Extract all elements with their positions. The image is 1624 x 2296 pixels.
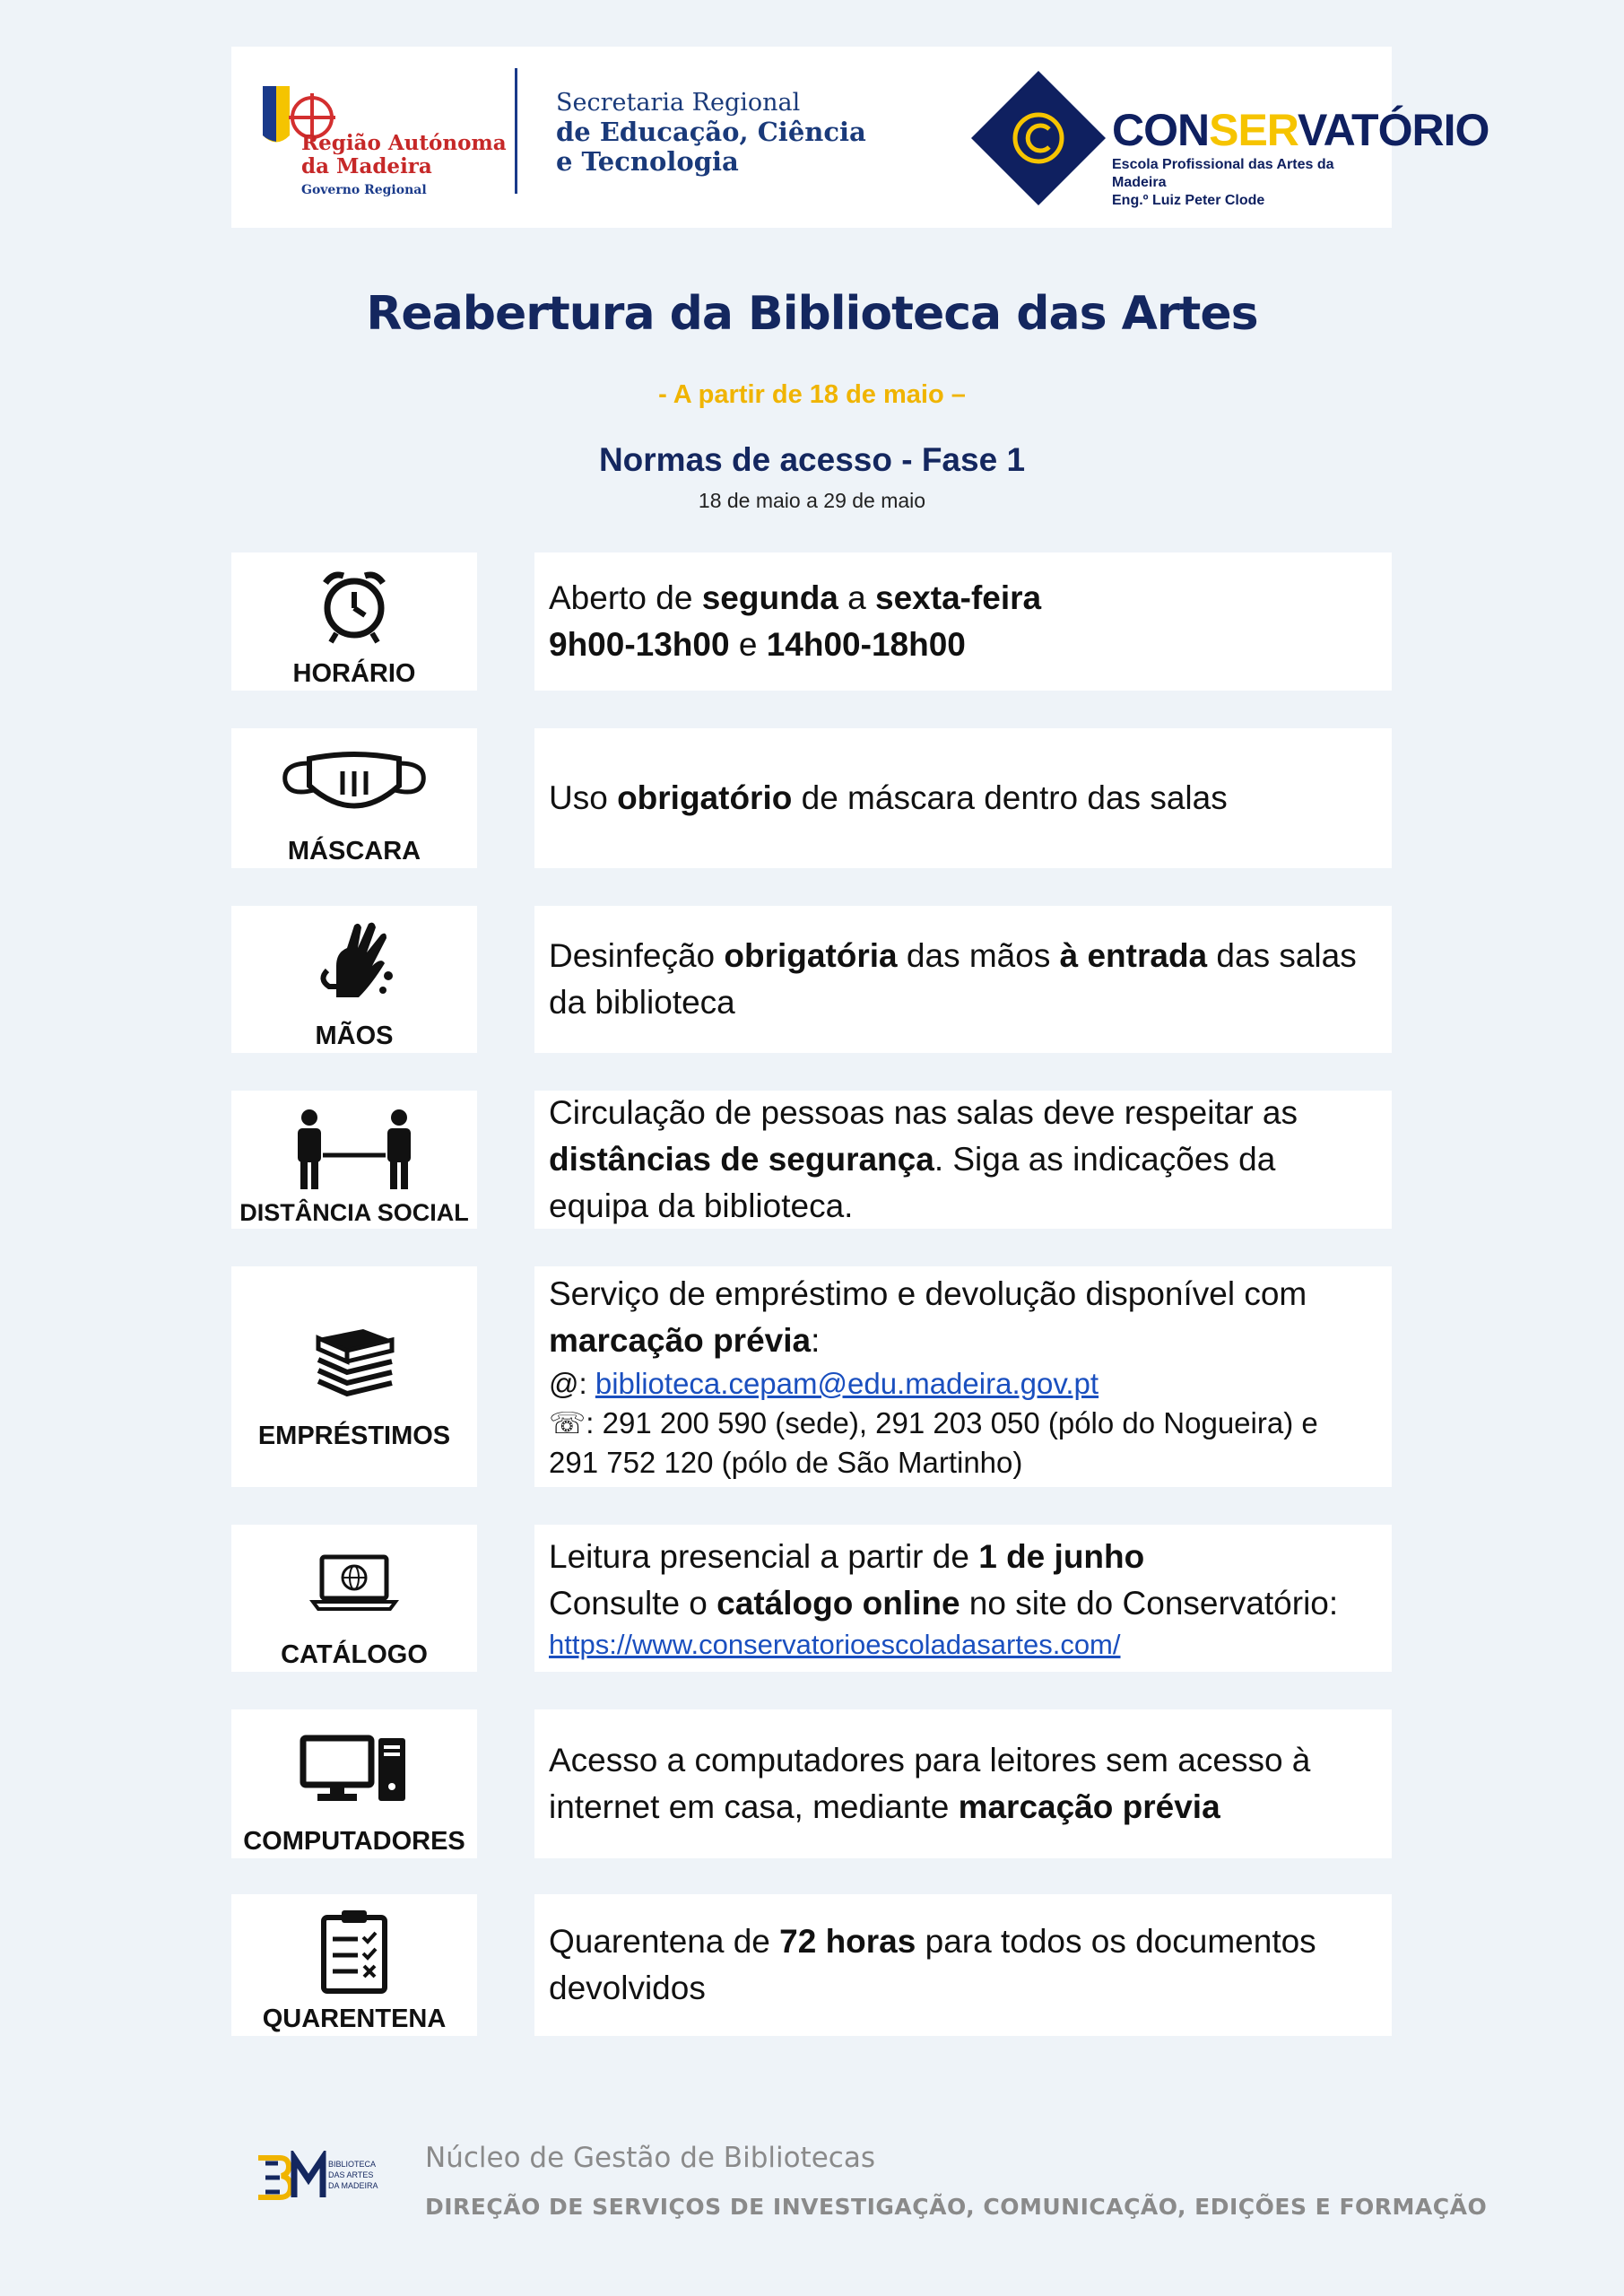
clipboard-checklist-icon [318, 1909, 390, 1995]
rule-text: Leitura presencial a partir de 1 de junho Consulte o catálogo online no site do Conservatório: https://www.conservatorioescoladasartes.com/ [534, 1525, 1392, 1672]
rule-text: Quarentena de 72 horas para todos os documentos devolvidos [534, 1894, 1392, 2036]
icon-label: HORÁRIO [292, 659, 416, 688]
rule-row-horario [231, 552, 1392, 691]
header-banner [231, 47, 1489, 228]
rule-text: Desinfeção obrigatória das mãos à entrada das salas da biblioteca [534, 906, 1392, 1053]
regiao-autonoma-text: Região Autónoma da Madeira Governo Regional [301, 131, 507, 197]
hand-wash-icon [309, 917, 399, 1006]
icon-card [231, 728, 477, 868]
rule-row-computadores [231, 1709, 1392, 1858]
rule-text: Circulação de pessoas nas salas deve respeitar as distâncias de segurança. Siga as indicações da equipa da biblioteca. [534, 1091, 1392, 1229]
email-link[interactable]: biblioteca.cepam@edu.madeira.gov.pt [595, 1367, 1099, 1400]
conservatorio-wordmark: CONSERVATÓRIO [1112, 105, 1489, 155]
icon-card [231, 1525, 477, 1672]
conservatorio-subtitle: Escola Profissional das Artes da Madeira Eng.º Luiz Peter Clode [1112, 157, 1334, 208]
icon-label: MÁSCARA [287, 837, 421, 865]
rule-text: Acesso a computadores para leitores sem acesso à internet em casa, mediante marcação prévia [534, 1709, 1392, 1858]
rule-text: Serviço de empréstimo e devolução disponível com marcação prévia: @: biblioteca.cepam@edu.madeira.gov.pt ☏: 291 200 590 (sede), 291 203 050 (pólo do Nogueira) e 291 752 120 (pólo de São Martinho) [534, 1266, 1392, 1487]
icon-card [231, 1266, 477, 1487]
icon-label: COMPUTADORES [243, 1827, 465, 1856]
phone-icon: ☏ [549, 1406, 586, 1439]
rule-row-distancia [231, 1091, 1392, 1229]
footer-subtitle: DIREÇÃO DE SERVIÇOS DE INVESTIGAÇÃO, COMUNICAÇÃO, EDIÇÕES E FORMAÇÃO [425, 2194, 1488, 2220]
laptop-globe-icon [309, 1552, 399, 1614]
desktop-computer-icon [300, 1735, 409, 1803]
icon-label: DISTÂNCIA SOCIAL [239, 1199, 469, 1226]
header-divider [515, 68, 517, 194]
icon-label: MÃOS [315, 1022, 394, 1050]
icon-label: CATÁLOGO [281, 1640, 428, 1669]
icon-card [231, 906, 477, 1053]
rule-row-emprestimos [231, 1266, 1392, 1487]
rule-row-maos [231, 906, 1392, 1053]
svg-text:DA MADEIRA: DA MADEIRA [328, 2181, 378, 2190]
biblioteca-artes-logo [256, 2151, 391, 2205]
alarm-clock-icon [309, 565, 399, 646]
icon-label: EMPRÉSTIMOS [257, 1422, 451, 1450]
svg-text:BIBLIOTECA: BIBLIOTECA [328, 2160, 377, 2169]
icon-card [231, 552, 477, 691]
rule-row-quarentena [231, 1894, 1392, 2036]
secretaria-text: Secretaria Regional de Educação, Ciência e Tecnologia [556, 89, 866, 177]
page-subtitle: - A partir de 18 de maio – [658, 380, 966, 409]
icon-card [231, 1894, 477, 2036]
page-title: Reabertura da Biblioteca das Artes [366, 287, 1258, 341]
date-range: 18 de maio a 29 de maio [698, 489, 926, 512]
conservatorio-logo-icon [967, 66, 1110, 210]
icon-card [231, 1709, 477, 1858]
footer-title: Núcleo de Gestão de Bibliotecas [425, 2142, 875, 2174]
icon-card [231, 1091, 477, 1229]
rule-row-catalogo [231, 1525, 1392, 1672]
svg-text:DAS ARTES: DAS ARTES [328, 2170, 374, 2179]
icon-label: QUARENTENA [262, 2005, 447, 2033]
section-heading: Normas de acesso - Fase 1 [598, 441, 1026, 478]
books-icon [309, 1320, 399, 1410]
rule-text: Aberto de segunda a sexta-feira 9h00-13h00 e 14h00-18h00 [534, 552, 1392, 691]
social-distance-icon [287, 1109, 421, 1191]
rule-row-mascara [231, 728, 1392, 868]
catalog-url-link[interactable]: https://www.conservatorioescoladasartes.com/ [549, 1629, 1121, 1660]
rule-text: Uso obrigatório de máscara dentro das salas [534, 728, 1392, 868]
face-mask-icon [278, 741, 430, 822]
